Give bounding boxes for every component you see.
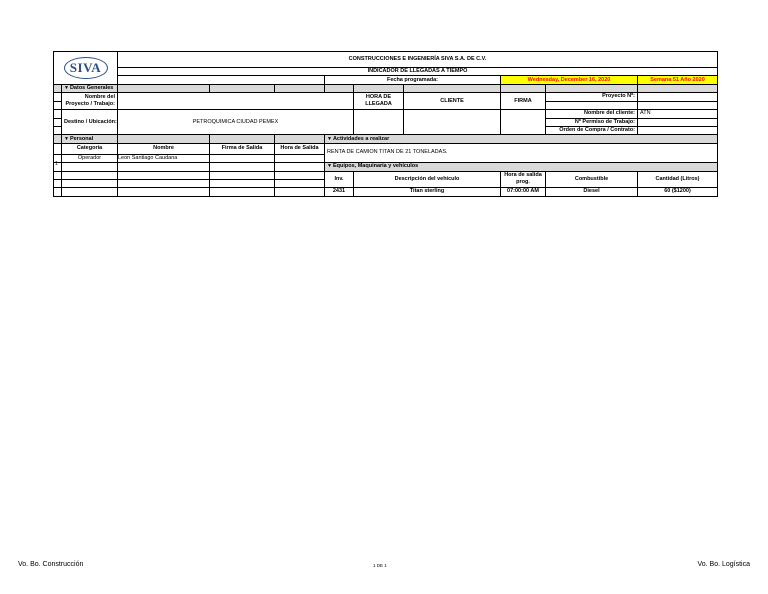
proyecto-no-label: Proyecto Nº: [546, 93, 638, 102]
report-table [53, 51, 718, 197]
company-name: CONSTRUCCIONES E INGENIERÍA SIVA S.A. DE C.V. [118, 52, 718, 68]
equipos-header-descripcion: Descripción del vehículo [354, 171, 501, 188]
report-title: INDICADOR DE LLEGADAS A TIEMPO [118, 68, 718, 76]
equipos-row-hora: 07:00:00 AM [501, 188, 546, 196]
section-label: Personal [69, 135, 94, 142]
cliente-value [404, 110, 501, 135]
section-actividades [325, 135, 718, 143]
equipos-row-cantidad: 60 ($1200) [638, 188, 718, 196]
firma-header: FIRMA [501, 93, 546, 110]
equipos-header-inv: Inv. [325, 171, 354, 188]
collapse-triangle-icon: ▼ [64, 135, 69, 142]
personal-row-categoria: Operador [62, 154, 118, 162]
collapse-triangle-icon: ▼ [327, 135, 332, 142]
row-number: 1 [55, 161, 58, 167]
personal-header-firma: Firma de Salida [210, 143, 275, 154]
proyecto-value [118, 93, 354, 110]
proyecto-no-value [638, 93, 718, 102]
personal-row-hora [275, 154, 325, 162]
orden-label: Orden de Compra / Contrato: [546, 126, 638, 134]
equipos-header-cantidad: Cantidad (Litros) [638, 171, 718, 188]
section-label: Datos Generales [69, 84, 114, 91]
proyecto-label: Nombre del Proyecto / Trabajo: [62, 93, 118, 110]
semana-value: Semana 51 Año 2020 [638, 76, 718, 84]
equipos-header-combustible: Combustible [546, 171, 638, 188]
section-equipos [325, 163, 718, 171]
cliente-header: CLIENTE [404, 93, 501, 110]
destino-label: Destino / Ubicación: [62, 110, 118, 135]
fecha-label: Fecha programada: [325, 76, 501, 84]
footer-page-number: 1 DE 1 [373, 563, 387, 568]
hora-llegada-header: HORA DE LLEGADA [354, 93, 404, 110]
personal-header-categoria: Categoría [62, 143, 118, 154]
personal-row-nombre: Leon Santiago Caudana [118, 154, 210, 162]
nombre-cliente-label: Nombre del cliente: [546, 110, 638, 118]
hora-llegada-value [354, 110, 404, 135]
section-label: Actividades a realizar [332, 135, 390, 142]
logo-text: SIVA [69, 60, 102, 76]
collapse-triangle-icon: ▼ [327, 163, 332, 170]
logo-cell [54, 52, 118, 85]
permiso-value [638, 118, 718, 126]
fecha-value: Wednesday, December 16, 2020 [501, 76, 638, 84]
section-label: Equipos, Maquinaria y vehículos [332, 163, 419, 170]
siva-logo [64, 57, 108, 79]
destino-value: PETROQUIMICA CIUDAD PEMEX [118, 110, 354, 135]
actividades-description: RENTA DE CAMION TITAN DE 21 TONELADAS. [325, 143, 718, 162]
personal-header-nombre: Nombre [118, 143, 210, 154]
equipos-row-combustible: Diesel [546, 188, 638, 196]
firma-value [501, 110, 546, 135]
equipos-row-descripcion: Titan sterling [354, 188, 501, 196]
collapse-triangle-icon: ▼ [64, 84, 69, 91]
report-sheet [53, 51, 717, 197]
footer-vobo-logistica: Vo. Bo. Logística [697, 561, 750, 568]
equipos-header-hora: Hora de salida prog. [501, 171, 546, 188]
nombre-cliente-value: ATN [638, 110, 718, 118]
section-datos-generales [62, 84, 118, 92]
equipos-row-inv: 2431 [325, 188, 354, 196]
footer-vobo-construccion: Vo. Bo. Construcción [18, 561, 84, 568]
permiso-label: Nº Permiso de Trabajo: [546, 118, 638, 126]
personal-row-firma [210, 154, 275, 162]
personal-header-hora: Hora de Salida [275, 143, 325, 154]
section-personal [62, 135, 118, 143]
orden-value [638, 126, 718, 134]
